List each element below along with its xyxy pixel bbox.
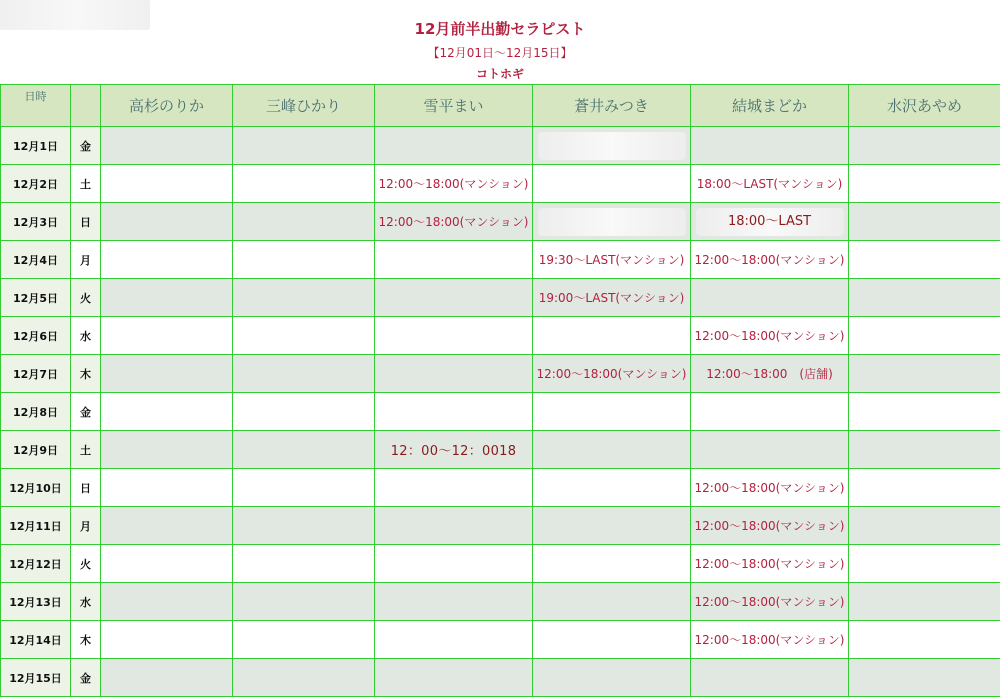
- schedule-header: [0, 18, 1000, 83]
- blurred-shift: [538, 208, 686, 236]
- shift-cell: [533, 203, 691, 241]
- weekday-cell: 水: [71, 317, 101, 355]
- table-row: [1, 431, 1000, 469]
- shift-text: 12：00〜12：0018: [391, 444, 517, 459]
- shift-cell: [849, 583, 1000, 621]
- date-cell: 12月6日: [1, 317, 71, 355]
- weekday-cell: 火: [71, 545, 101, 583]
- shift-cell: [101, 203, 233, 241]
- shift-cell: [849, 659, 1000, 697]
- date-cell: 12月5日: [1, 279, 71, 317]
- weekday-cell: 金: [71, 393, 101, 431]
- shift-cell: [375, 431, 533, 469]
- table-row: [1, 545, 1000, 583]
- shift-cell: [533, 431, 691, 469]
- shift-cell: 12:00〜18:00(マンション): [691, 469, 849, 507]
- shift-cell: [691, 659, 849, 697]
- table-row: [1, 393, 1000, 431]
- date-cell: 12月15日: [1, 659, 71, 697]
- table-row: [1, 621, 1000, 659]
- shift-cell: [533, 545, 691, 583]
- therapist-name-header: 高杉のりか: [101, 85, 233, 127]
- weekday-cell: 日: [71, 469, 101, 507]
- date-cell: 12月14日: [1, 621, 71, 659]
- shift-cell: [101, 507, 233, 545]
- shift-cell: 19:30〜LAST(マンション): [533, 241, 691, 279]
- shift-cell: [375, 127, 533, 165]
- shift-cell: [101, 431, 233, 469]
- shift-cell: 19:00〜LAST(マンション): [533, 279, 691, 317]
- shift-cell: [533, 127, 691, 165]
- weekday-cell: 金: [71, 127, 101, 165]
- date-cell: 12月2日: [1, 165, 71, 203]
- shift-cell: [533, 469, 691, 507]
- shift-cell: [101, 393, 233, 431]
- weekday-cell: 火: [71, 279, 101, 317]
- table-row: [1, 355, 1000, 393]
- shift-cell: [849, 165, 1000, 203]
- shift-cell: [375, 469, 533, 507]
- shift-cell: [849, 431, 1000, 469]
- shift-cell: [375, 621, 533, 659]
- shift-cell: [691, 127, 849, 165]
- header-row: [1, 85, 1000, 127]
- weekday-cell: 土: [71, 431, 101, 469]
- weekday-cell: 水: [71, 583, 101, 621]
- shift-cell: 12:00〜18:00(マンション): [691, 583, 849, 621]
- weekday-cell: 月: [71, 241, 101, 279]
- shift-cell: [233, 279, 375, 317]
- shift-cell: 12:00〜18:00(マンション): [375, 203, 533, 241]
- table-row: [1, 203, 1000, 241]
- date-cell: 12月4日: [1, 241, 71, 279]
- schedule-body: [1, 127, 1000, 697]
- weekday-cell: 金: [71, 659, 101, 697]
- therapist-name-header: 結城まどか: [691, 85, 849, 127]
- therapist-name-header: 水沢あやめ: [849, 85, 1000, 127]
- date-cell: 12月13日: [1, 583, 71, 621]
- shift-cell: [849, 621, 1000, 659]
- shift-cell: [233, 355, 375, 393]
- shift-cell: [233, 621, 375, 659]
- shift-cell: [101, 469, 233, 507]
- shift-cell: 12:00〜18:00(マンション): [533, 355, 691, 393]
- shift-cell: [533, 317, 691, 355]
- shift-cell: [233, 165, 375, 203]
- date-cell: 12月8日: [1, 393, 71, 431]
- shift-cell: [849, 317, 1000, 355]
- shift-cell: [849, 127, 1000, 165]
- page-title: 12月前半出勤セラピスト: [0, 18, 1000, 40]
- shift-cell: [101, 165, 233, 203]
- blurred-shift: [538, 132, 686, 160]
- shift-cell: [233, 469, 375, 507]
- shift-cell: [691, 393, 849, 431]
- shift-cell: [375, 507, 533, 545]
- shift-cell: [849, 279, 1000, 317]
- shift-cell: [849, 355, 1000, 393]
- date-cell: 12月1日: [1, 127, 71, 165]
- shift-cell: [691, 431, 849, 469]
- weekday-cell: 日: [71, 203, 101, 241]
- date-cell: 12月3日: [1, 203, 71, 241]
- shift-cell: [375, 545, 533, 583]
- date-cell: 12月7日: [1, 355, 71, 393]
- shift-cell: [375, 659, 533, 697]
- shift-cell: [233, 317, 375, 355]
- shift-cell: [233, 583, 375, 621]
- therapist-name-header: 蒼井みつき: [533, 85, 691, 127]
- shift-cell: [849, 545, 1000, 583]
- shift-cell: [101, 241, 233, 279]
- shift-cell: [849, 203, 1000, 241]
- shift-cell: [533, 583, 691, 621]
- shift-cell: [101, 279, 233, 317]
- shift-cell: [533, 621, 691, 659]
- weekday-cell: 土: [71, 165, 101, 203]
- shift-cell: 12:00〜18:00(マンション): [691, 317, 849, 355]
- shift-cell: [233, 545, 375, 583]
- shift-cell: [691, 279, 849, 317]
- table-row: [1, 583, 1000, 621]
- shift-cell: [691, 203, 849, 241]
- shift-cell: [533, 165, 691, 203]
- shift-cell: [375, 583, 533, 621]
- table-row: [1, 507, 1000, 545]
- shift-cell: [233, 393, 375, 431]
- shift-cell: [101, 127, 233, 165]
- shift-cell: [101, 621, 233, 659]
- table-row: [1, 165, 1000, 203]
- shift-cell: [233, 659, 375, 697]
- weekday-cell: 木: [71, 355, 101, 393]
- date-cell: 12月11日: [1, 507, 71, 545]
- schedule-table: [0, 84, 1000, 697]
- weekday-cell: 月: [71, 507, 101, 545]
- shift-cell: 12:00〜18:00(マンション): [691, 241, 849, 279]
- shift-cell: [233, 203, 375, 241]
- shift-cell: [849, 507, 1000, 545]
- table-row: [1, 469, 1000, 507]
- shift-cell: [101, 355, 233, 393]
- blurred-shift: 18:00〜LAST: [696, 208, 844, 236]
- shift-cell: [849, 393, 1000, 431]
- shift-cell: [375, 393, 533, 431]
- shift-cell: 12:00〜18:00(マンション): [375, 165, 533, 203]
- table-row: [1, 659, 1000, 697]
- table-row: [1, 317, 1000, 355]
- shift-cell: 12:00〜18:00(マンション): [691, 545, 849, 583]
- shift-cell: [101, 659, 233, 697]
- shift-cell: [101, 545, 233, 583]
- period-label: 【12月01日〜12月15日】: [0, 43, 1000, 63]
- shift-cell: [375, 317, 533, 355]
- shift-cell: [233, 431, 375, 469]
- shift-cell: 12:00〜18:00(マンション): [691, 507, 849, 545]
- therapist-name-header: 雪平まい: [375, 85, 533, 127]
- table-row: [1, 127, 1000, 165]
- shift-cell: [533, 659, 691, 697]
- shift-cell: 18:00〜LAST(マンション): [691, 165, 849, 203]
- date-cell: 12月12日: [1, 545, 71, 583]
- date-column-header: 日時: [1, 85, 71, 127]
- shift-cell: [233, 507, 375, 545]
- shift-cell: [375, 241, 533, 279]
- shift-cell: [533, 507, 691, 545]
- shift-cell: [533, 393, 691, 431]
- shift-cell: [849, 241, 1000, 279]
- shift-cell: 12:00〜18:00 (店舗): [691, 355, 849, 393]
- shift-cell: [101, 317, 233, 355]
- dow-column-header: [71, 85, 101, 127]
- weekday-cell: 木: [71, 621, 101, 659]
- shift-cell: [375, 279, 533, 317]
- table-row: [1, 241, 1000, 279]
- shift-cell: [375, 355, 533, 393]
- shop-name: コトホギ: [0, 65, 1000, 83]
- shift-cell: [849, 469, 1000, 507]
- shift-cell: [233, 127, 375, 165]
- therapist-name-header: 三峰ひかり: [233, 85, 375, 127]
- shift-cell: [101, 583, 233, 621]
- table-row: [1, 279, 1000, 317]
- shift-cell: 12:00〜18:00(マンション): [691, 621, 849, 659]
- date-cell: 12月9日: [1, 431, 71, 469]
- shift-cell: [233, 241, 375, 279]
- date-cell: 12月10日: [1, 469, 71, 507]
